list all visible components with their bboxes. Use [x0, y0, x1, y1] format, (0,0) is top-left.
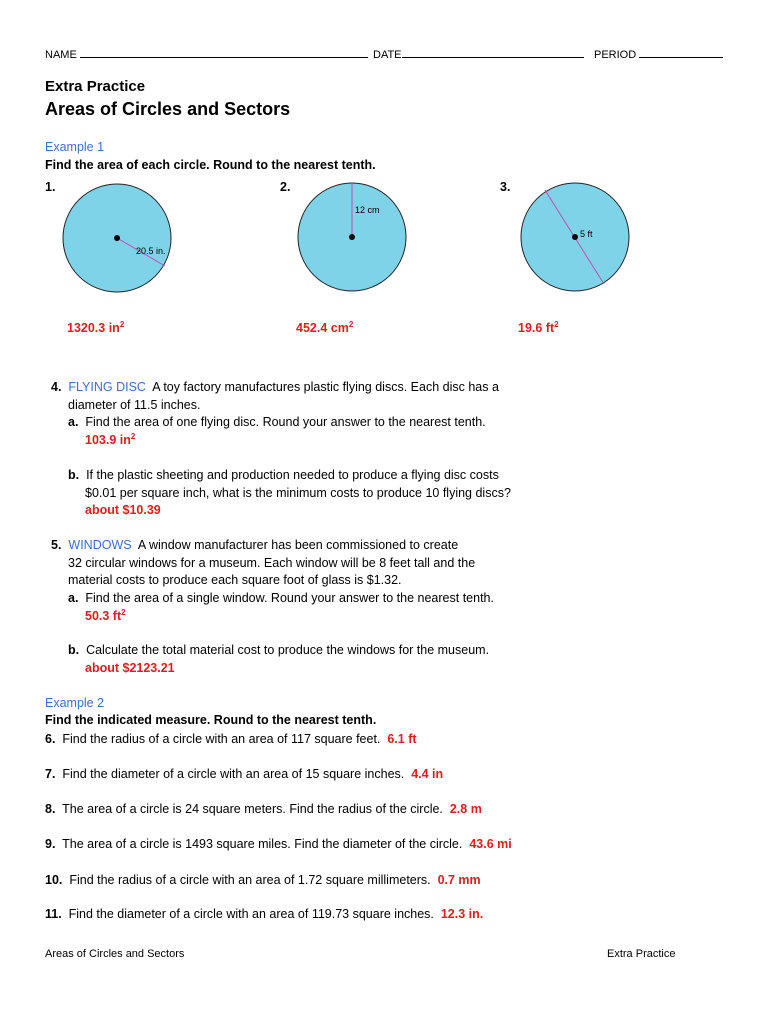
- problem4-line1: 4. FLYING DISC A toy factory manufactures plastic flying discs. Each disc has a: [51, 380, 499, 394]
- circle2-center: [349, 234, 355, 240]
- footer-right: Extra Practice: [607, 948, 676, 960]
- problem10: 10. Find the radius of a circle with an area of 1.72 square millimeters. 0.7 mm: [45, 873, 481, 887]
- problem9: 9. The area of a circle is 1493 square miles. Find the diameter of the circle. 43.6 mi: [45, 837, 512, 851]
- problem5a: a. Find the area of a single window. Round your answer to the nearest tenth.: [68, 591, 494, 605]
- problem8: 8. The area of a circle is 24 square meters. Find the radius of the circle. 2.8 m: [45, 802, 482, 816]
- problem8-answer: 2.8 m: [449, 802, 482, 816]
- circle1-diagram: [60, 182, 174, 296]
- problem11: 11. Find the diameter of a circle with an area of 119.73 square inches. 12.3 in.: [45, 907, 484, 921]
- example1-label: Example 1: [45, 140, 105, 154]
- circle1-answer: 1320.3 $in^2$: [67, 320, 125, 336]
- name-field: [45, 47, 368, 61]
- circle2-number: 2.: [280, 180, 291, 194]
- footer-left: Areas of Circles and Sectors: [45, 948, 185, 960]
- problem4b-line2: $0.01 per square inch, what is the minimum costs to produce 10 flying discs?: [85, 486, 511, 500]
- example2-instruction: Find the indicated measure. Round to the nearest tenth.: [45, 713, 377, 727]
- problem5b: b. Calculate the total material cost to produce the windows for the museum.: [68, 643, 490, 657]
- problem5-topic: WINDOWS: [68, 538, 132, 552]
- period-field: [594, 47, 723, 61]
- problem6: 6. Find the radius of a circle with an area of 117 square feet. 6.1 ft: [45, 732, 417, 746]
- subtitle: Extra Practice: [45, 78, 146, 95]
- circle2-measure: 12 cm: [355, 205, 380, 215]
- date-label: DATE: [373, 49, 402, 61]
- problem5-line2: 32 circular windows for a museum. Each window will be 8 feet tall and the: [68, 556, 476, 570]
- problem4-topic: FLYING DISC: [68, 380, 146, 394]
- problem4a: a. Find the area of one flying disc. Round your answer to the nearest tenth.: [68, 415, 486, 429]
- name-blank: [80, 47, 368, 58]
- circle1-measure: 20.5 in.: [136, 246, 166, 256]
- page-title: Areas of Circles and Sectors: [45, 99, 291, 119]
- circle3-diagram: [518, 180, 632, 294]
- circle3-number: 3.: [500, 180, 511, 194]
- problem7: 7. Find the diameter of a circle with an area of 15 square inches. 4.4 in: [45, 767, 444, 781]
- date-blank: [402, 47, 584, 58]
- example2-label: Example 2: [45, 696, 105, 710]
- circle1-center: [114, 235, 120, 241]
- period-blank: [639, 47, 723, 58]
- date-field: [373, 47, 584, 61]
- period-label: PERIOD: [594, 49, 637, 61]
- problem7-answer: 4.4 in: [411, 767, 444, 781]
- circle2-answer: 452.4 $cm^2$: [296, 320, 354, 336]
- circle3-measure: 5 ft: [580, 229, 593, 239]
- circle2-diagram: [296, 181, 410, 295]
- problem4a-answer: 103.9 $in^2$: [85, 432, 136, 448]
- example1-instruction: Find the area of each circle. Round to the nearest tenth.: [45, 158, 376, 172]
- problem4-line2: diameter of 11.5 inches.: [68, 398, 201, 412]
- circle3-center: [572, 234, 578, 240]
- name-label: NAME: [45, 49, 77, 61]
- problem9-answer: 43.6 mi: [469, 837, 512, 851]
- problem6-answer: 6.1 ft: [387, 732, 417, 746]
- problem4b-answer: about $10.39: [85, 503, 161, 517]
- problem5b-answer: about $2123.21: [85, 661, 175, 675]
- problem5a-answer: 50.3 $ft^2$: [85, 608, 126, 624]
- problem11-answer: 12.3 in.: [440, 907, 484, 921]
- problem5-line3: material costs to produce each square foot of glass is $1.32.: [68, 573, 402, 587]
- problem5-line1: 5. WINDOWS A window manufacturer has been commissioned to create: [51, 538, 459, 552]
- problem4b: b. If the plastic sheeting and production needed to produce a flying disc costs: [68, 468, 499, 482]
- problem10-answer: 0.7 mm: [437, 873, 481, 887]
- circle1-number: 1.: [45, 180, 56, 194]
- circle3-answer: 19.6 $ft^2$: [518, 320, 559, 336]
